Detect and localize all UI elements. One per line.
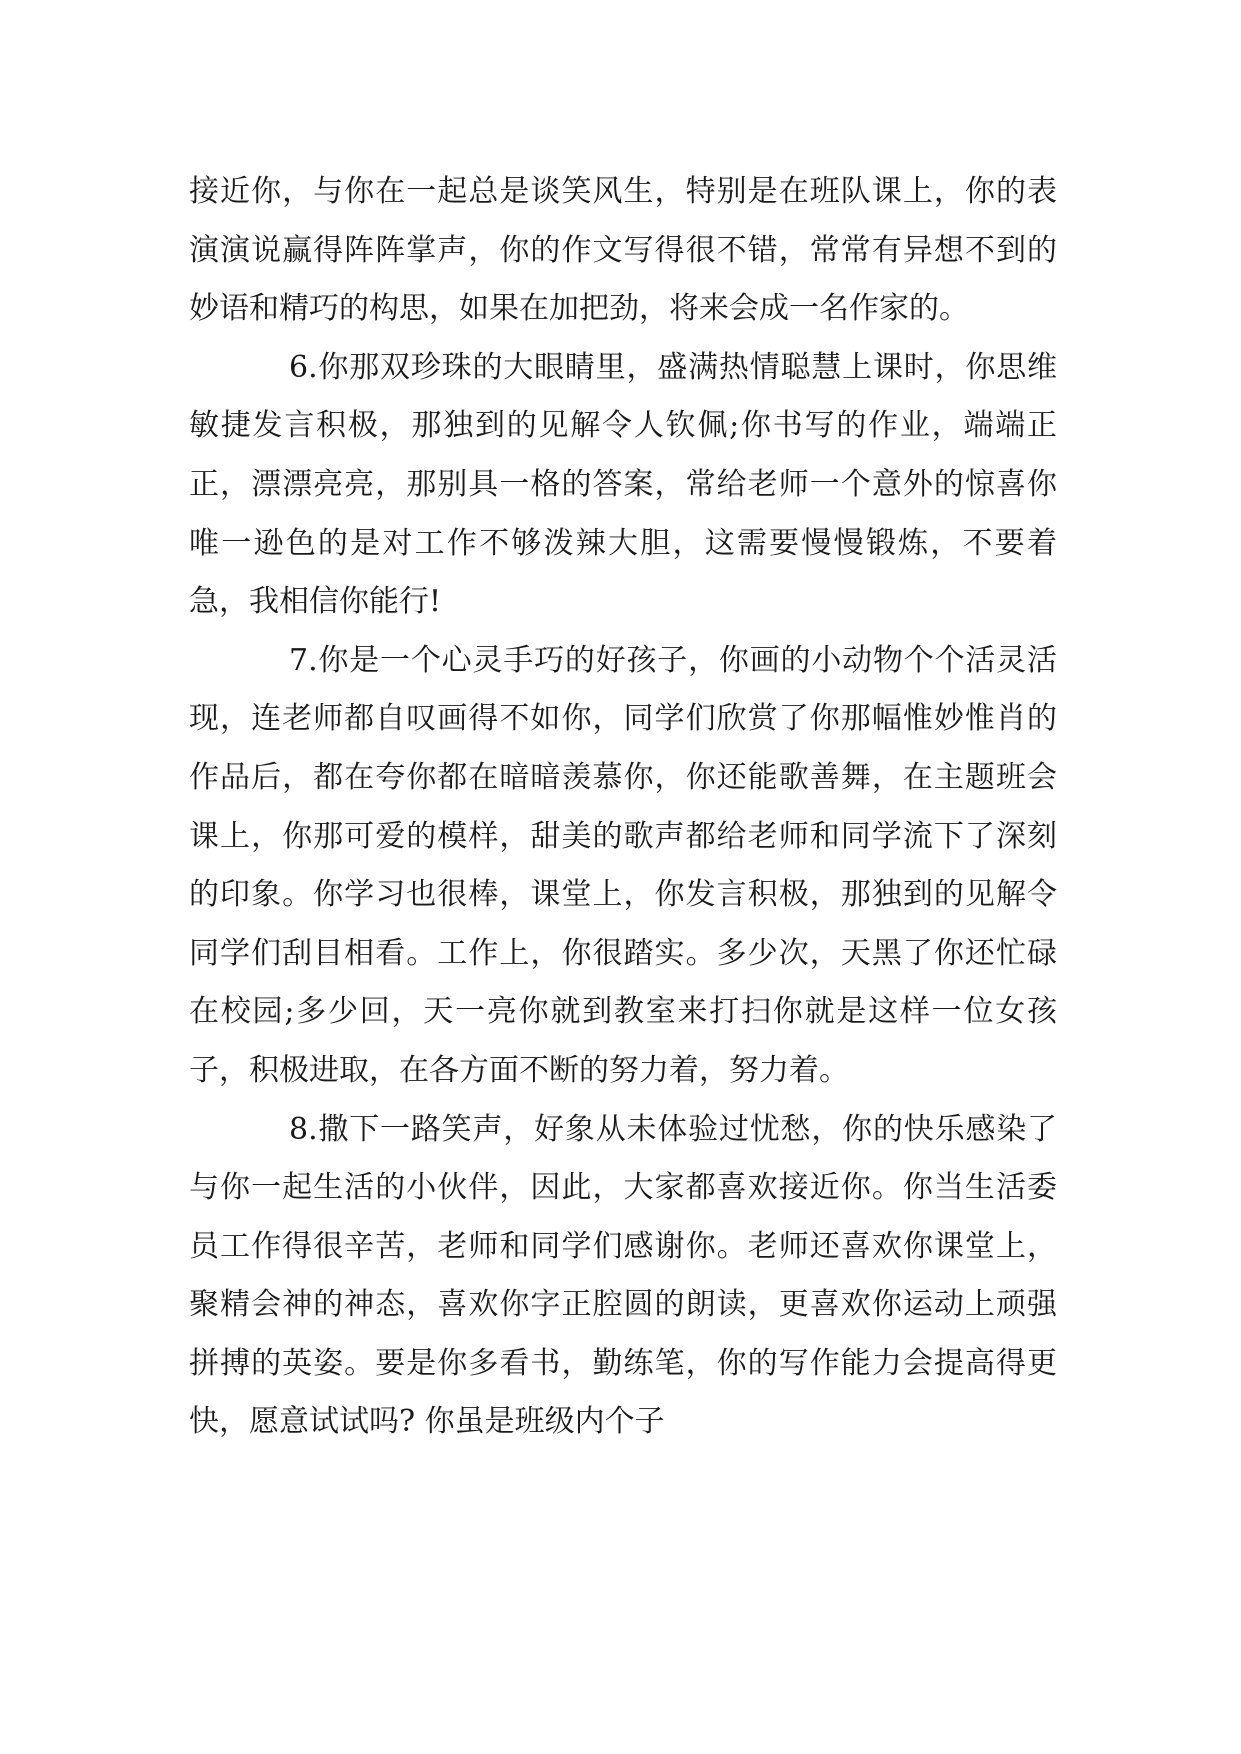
document-body <box>189 163 1057 1452</box>
paragraph-continuation: 接近你，与你在一起总是谈笑风生，特别是在班队课上，你的表演演说赢得阵阵掌声，你的作文写得很不错，常常有异想不到的妙语和精巧的构思，如果在加把劲，将来会成一名作家的。 <box>189 174 1057 327</box>
paragraph-item-8: 8.撒下一路笑声，好象从未体验过忧愁，你的快乐感染了与你一起生活的小伙伴，因此，大家都喜欢接近你。你当生活委员工作得很辛苦，老师和同学们感谢你。老师还喜欢你课堂上，聚精会神的神态，喜欢你字正腔圆的朗读，更喜欢你运动上顽强拼搏的英姿。要是你多看书，勤练笔，你的写作能力会提高得更快，愿意试试吗? 你虽是班级内个子 <box>189 1111 1057 1440</box>
paragraph-item-7: 7.你是一个心灵手巧的好孩子，你画的小动物个个活灵活现，连老师都自叹画得不如你，同学们欣赏了你那幅惟妙惟肖的作品后，都在夸你都在暗暗羡慕你，你还能歌善舞，在主题班会课上，你那可爱的模样，甜美的歌声都给老师和同学流下了深刻的印象。你学习也很棒，课堂上，你发言积极，那独到的见解令同学们刮目相看。工作上，你很踏实。多少次，天黑了你还忙碌在校园;多少回，天一亮你就到教室来打扫你就是这样一位女孩子，积极进取，在各方面不断的努力着，努力着。 <box>189 642 1057 1088</box>
paragraph-item-6: 6.你那双珍珠的大眼睛里，盛满热情聪慧上课时，你思维敏捷发言积极，那独到的见解令人钦佩;你书写的作业，端端正正，漂漂亮亮，那别具一格的答案，常给老师一个意外的惊喜你唯一逊色的是对工作不够泼辣大胆，这需要慢慢锻炼，不要着急，我相信你能行! <box>189 349 1057 620</box>
